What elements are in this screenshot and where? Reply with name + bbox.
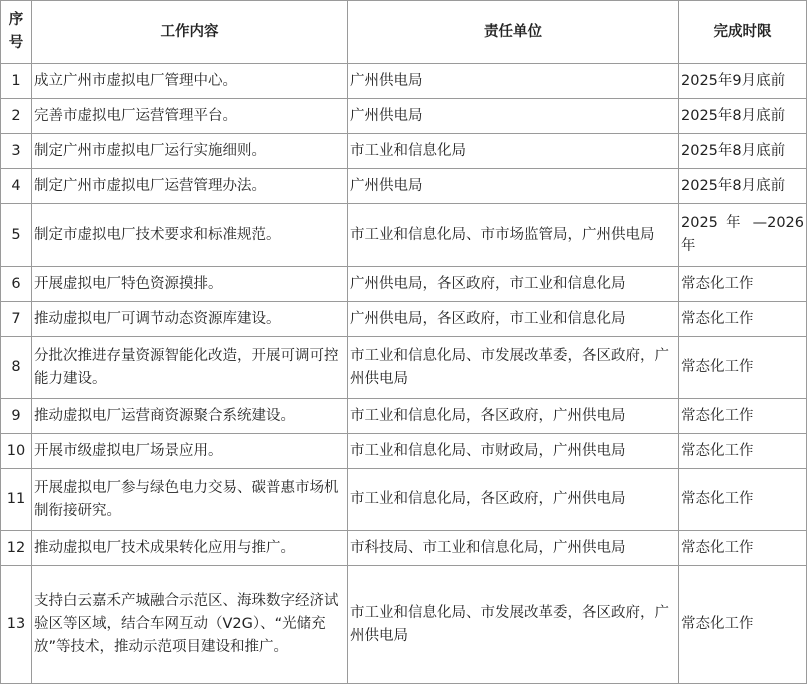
row-content: 开展市级虚拟电厂场景应用。 xyxy=(32,434,348,469)
table-row xyxy=(1,169,807,204)
row-unit: 市工业和信息化局、市市场监管局，广州供电局 xyxy=(348,204,679,267)
row-unit: 市工业和信息化局、市发展改革委，各区政府，广州供电局 xyxy=(348,566,679,684)
row-content: 推动虚拟电厂运营商资源聚合系统建设。 xyxy=(32,399,348,434)
row-unit: 市科技局、市工业和信息化局，广州供电局 xyxy=(348,531,679,566)
row-content: 推动虚拟电厂可调节动态资源库建设。 xyxy=(32,302,348,337)
header-row xyxy=(1,1,807,64)
row-no: 2 xyxy=(1,99,32,134)
row-no: 9 xyxy=(1,399,32,434)
row-deadline: 常态化工作 xyxy=(679,399,807,434)
row-unit: 广州供电局，各区政府，市工业和信息化局 xyxy=(348,267,679,302)
row-unit: 广州供电局 xyxy=(348,169,679,204)
row-no: 5 xyxy=(1,204,32,267)
row-unit: 市工业和信息化局，各区政府，广州供电局 xyxy=(348,399,679,434)
table-row xyxy=(1,267,807,302)
row-no: 8 xyxy=(1,337,32,399)
header-no: 序号 xyxy=(1,1,32,64)
row-content: 制定广州市虚拟电厂运营管理办法。 xyxy=(32,169,348,204)
row-deadline: 常态化工作 xyxy=(679,434,807,469)
row-content: 开展虚拟电厂参与绿色电力交易、碳普惠市场机制衔接研究。 xyxy=(32,469,348,531)
table-row xyxy=(1,434,807,469)
row-deadline: 2025年8月底前 xyxy=(679,134,807,169)
table-row xyxy=(1,469,807,531)
row-no: 7 xyxy=(1,302,32,337)
row-unit: 市工业和信息化局，各区政府，广州供电局 xyxy=(348,469,679,531)
header-deadline: 完成时限 xyxy=(679,1,807,64)
row-deadline: 常态化工作 xyxy=(679,302,807,337)
row-unit: 市工业和信息化局、市发展改革委，各区政府，广州供电局 xyxy=(348,337,679,399)
row-deadline: 常态化工作 xyxy=(679,531,807,566)
row-deadline: 2025年9月底前 xyxy=(679,64,807,99)
row-no: 13 xyxy=(1,566,32,684)
row-deadline: 常态化工作 xyxy=(679,469,807,531)
table-row xyxy=(1,204,807,267)
table-row xyxy=(1,337,807,399)
row-content: 制定市虚拟电厂技术要求和标准规范。 xyxy=(32,204,348,267)
table-row xyxy=(1,531,807,566)
table-row xyxy=(1,399,807,434)
row-no: 4 xyxy=(1,169,32,204)
row-content: 分批次推进存量资源智能化改造，开展可调可控能力建设。 xyxy=(32,337,348,399)
row-unit: 广州供电局 xyxy=(348,64,679,99)
row-unit: 市工业和信息化局、市财政局，广州供电局 xyxy=(348,434,679,469)
table-row xyxy=(1,302,807,337)
row-no: 10 xyxy=(1,434,32,469)
row-unit: 广州供电局 xyxy=(348,99,679,134)
row-content: 成立广州市虚拟电厂管理中心。 xyxy=(32,64,348,99)
row-deadline: 2025年8月底前 xyxy=(679,169,807,204)
table-row xyxy=(1,99,807,134)
row-deadline: 2025年8月底前 xyxy=(679,99,807,134)
table-row xyxy=(1,134,807,169)
table-header xyxy=(1,1,807,64)
row-no: 1 xyxy=(1,64,32,99)
row-content: 支持白云嘉禾产城融合示范区、海珠数字经济试验区等区域，结合车网互动（V2G）、“光储充放”等技术，推动示范项目建设和推广。 xyxy=(32,566,348,684)
row-content: 制定广州市虚拟电厂运行实施细则。 xyxy=(32,134,348,169)
row-no: 3 xyxy=(1,134,32,169)
row-content: 推动虚拟电厂技术成果转化应用与推广。 xyxy=(32,531,348,566)
row-content: 完善市虚拟电厂运营管理平台。 xyxy=(32,99,348,134)
row-unit: 市工业和信息化局 xyxy=(348,134,679,169)
header-content: 工作内容 xyxy=(32,1,348,64)
row-deadline: 常态化工作 xyxy=(679,566,807,684)
row-no: 11 xyxy=(1,469,32,531)
row-no: 12 xyxy=(1,531,32,566)
row-unit: 广州供电局，各区政府，市工业和信息化局 xyxy=(348,302,679,337)
table-row xyxy=(1,64,807,99)
row-deadline: 常态化工作 xyxy=(679,337,807,399)
header-unit: 责任单位 xyxy=(348,1,679,64)
row-no: 6 xyxy=(1,267,32,302)
row-content: 开展虚拟电厂特色资源摸排。 xyxy=(32,267,348,302)
table-body xyxy=(1,64,807,684)
table-row xyxy=(1,566,807,684)
row-deadline: 常态化工作 xyxy=(679,267,807,302)
row-deadline: 2025 年 —2026 年 xyxy=(679,204,807,267)
